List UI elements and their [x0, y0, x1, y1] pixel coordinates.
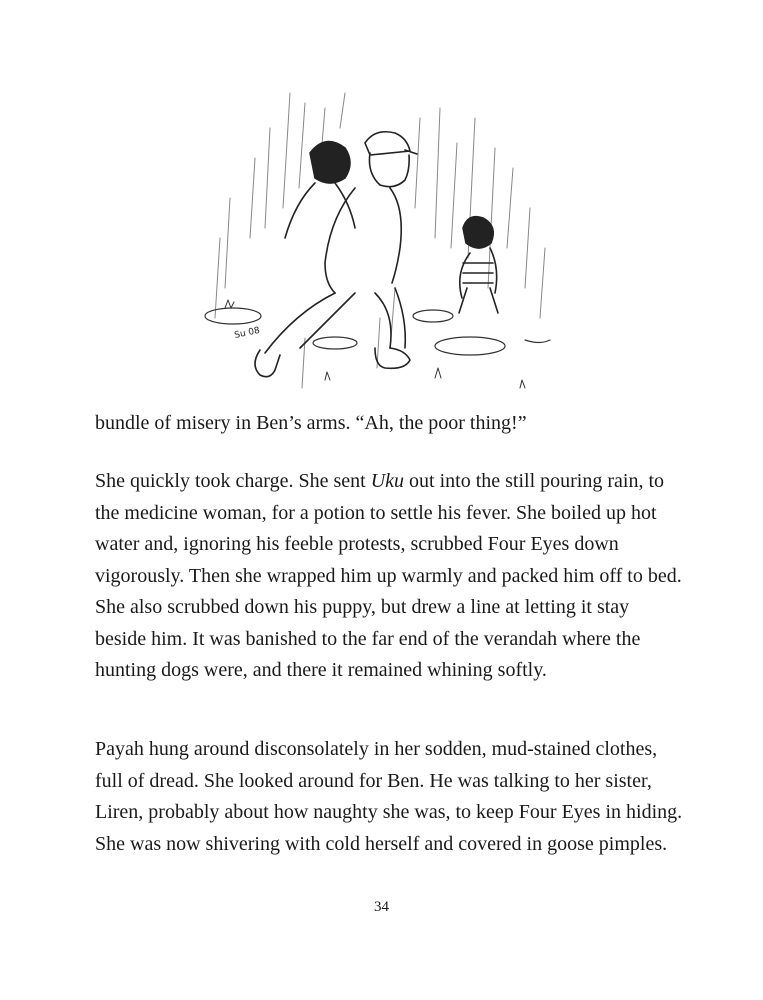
carried-child	[285, 142, 355, 238]
rain-illustration	[195, 88, 565, 393]
small-child	[459, 217, 498, 313]
paragraph	[95, 408, 685, 440]
paragraph	[95, 466, 685, 687]
paragraph-text: Payah hung around disconsolately in her sodden, mud-stained clothes, full of dread. She looked around for Ben. He was talking to her sister, Liren, probably about how naughty she was, to keep Four Eyes in hiding. She was now shivering with cold herself and covered in goose pimples.	[95, 738, 683, 855]
page-number: 34	[374, 899, 389, 915]
illustrator-signature: Su 08	[233, 325, 261, 341]
paragraph-text-start: She quickly took charge. She sent	[95, 470, 371, 492]
paragraph-text-end: out into the still pouring rain, to the medicine woman, for a potion to settle his fever. She boiled up hot water and, ignoring his feeble protests, scrubbed Four Eyes down vigorously. Then she wrapped him up warmly and packed him off to bed. She also scrubbed down his puppy, but drew a line at letting it stay beside him. It was banished to the far end of the verandah where the hunting dogs were, and there it remained whining softly.	[95, 470, 682, 681]
rain-lines	[215, 93, 545, 388]
paragraph	[95, 734, 685, 860]
paragraph-text: bundle of misery in Ben’s arms. “Ah, the poor thing!”	[95, 412, 527, 434]
italic-name: Uku	[370, 470, 405, 492]
